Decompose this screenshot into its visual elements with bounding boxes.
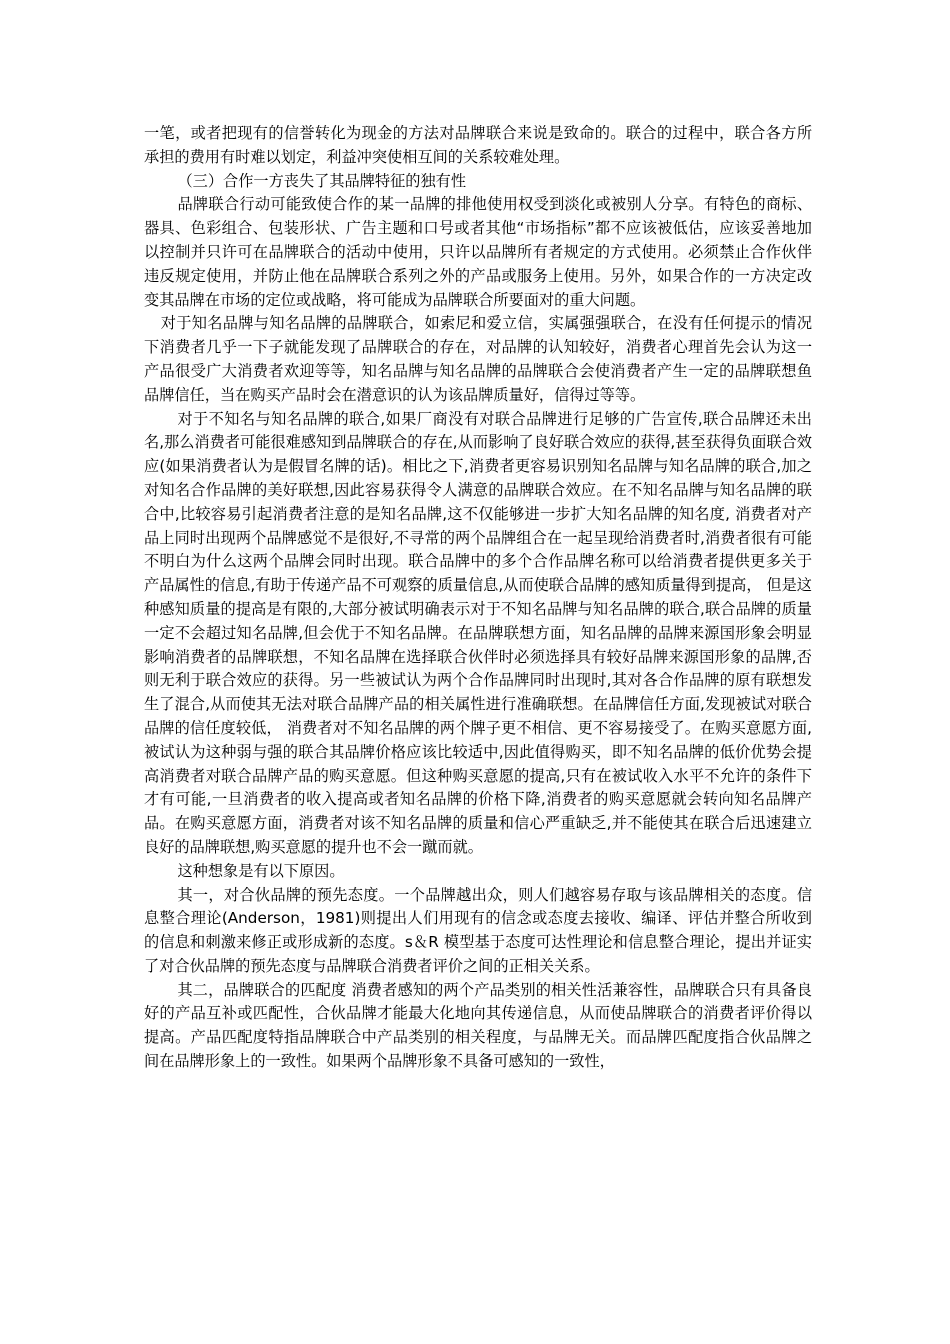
paragraph-reason-one: 其一，对合伙品牌的预先态度。一个品牌越出众，则人们越容易存取与该品牌相关的态度。信息整合理论(Anderson，1981)则提出人们用现有的信念或态度去接收、编译、评估并整合所收到的信息和刺激来修正或形成新的态度。s＆R 模型基于态度可达性理论和信息整合理论，提出并证实了对合伙品牌的预先态度与品牌联合消费者评价之间的正相关关系。	[144, 885, 812, 975]
paragraph-reasons-intro: 这种想象是有以下原因。	[177, 861, 345, 880]
paragraph-brand-exclusivity: 品牌联合行动可能致使合作的某一品牌的排他使用权受到淡化或被别人分享。有特色的商标、器具、色彩组合、包装形状、广告主题和口号或者其他“市场指标”都不应该被低估，应该妥善地加以控制并只许可在品牌联合的活动中使用，只许以品牌所有者规定的方式使用。必须禁止合作伙伴违反规定使用，并防止他在品牌联合系列之外的产品或服务上使用。另外，如果合作的一方决定改变其品牌在市场的定位或战略，将可能成为品牌联合所要面对的重大问题。	[144, 195, 812, 309]
paragraph-famous-famous: 对于知名品牌与知名品牌的品牌联合，如索尼和爱立信，实属强强联合，在没有任何提示的情况下消费者几乎一下子就能发现了品牌联合的存在，对品牌的认知较好，消费者心理首先会认为这一产品很受广大消费者欢迎等等，知名品牌与知名品牌的品牌联合会使消费者产生一定的品牌联想鱼品牌信任，当在购买产品时会在潜意识的认为该品牌质量好，信得过等等。	[144, 314, 812, 404]
section-heading: （三）合作一方丧失了其品牌特征的独有性	[177, 171, 466, 190]
paragraph-unknown-famous: 对于不知名与知名品牌的联合,如果厂商没有对联合品牌进行足够的广告宣传,联合品牌还未出名,那么消费者可能很难感知到品牌联合的存在,从而影响了良好联合效应的获得,甚至获得负面联合效应(如果消费者认为是假冒名牌的话)。相比之下,消费者更容易识别知名品牌与知名品牌的联合,加之对知名合作品牌的美好联想,因此容易获得令人满意的品牌联合效应。在不知名品牌与知名品牌的联合中,比较容易引起消费者注意的是知名品牌,这不仅能够进一步扩大知名品牌的知名度, 消费者对产品上同时出现两个品牌感觉不是很好,不寻常的两个品牌组合在一起呈现给消费者时,消费者很有可能不明白为什么这两个品牌会同时出现。联合品牌中的多个合作品牌名称可以给消费者提供更多关于产品属性的信息,有助于传递产品不可观察的质量信息,从而使联合品牌的感知质量得到提高， 但是这种感知质量的提高是有限的,大部分被试明确表示对于不知名品牌与知名品牌的联合,联合品牌的质量一定不会超过知名品牌,但会优于不知名品牌。在品牌联想方面，知名品牌的品牌来源国形象会明显影响消费者的品牌联想，不知名品牌在选择联合伙伴时必须选择具有较好品牌来源国形象的品牌,否则无利于联合效应的获得。另一些被试认为两个合作品牌同时出现时,其对各合作品牌的原有联想发生了混合,从而使其无法对联合品牌产品的相关属性进行准确联想。在品牌信任方面,发现被试对联合品牌的信任度较低， 消费者对不知名品牌的两个牌子更不相信、更不容易接受了。在购买意愿方面,被试认为这种弱与强的联合其品牌价格应该比较适中,因此值得购买，即不知名品牌的低价优势会提高消费者对联合品牌产品的购买意愿。但这种购买意愿的提高,只有在被试收入水平不允许的条件下才有可能,一旦消费者的收入提高或者知名品牌的价格下降,消费者的购买意愿就会转向知名品牌产品。在购买意愿方面，消费者对该不知名品牌的质量和信心严重缺乏,并不能使其在联合后迅速建立良好的品牌联想,购买意愿的提升也不会一蹴而就。	[144, 409, 812, 856]
paragraph-continuation: 一笔，或者把现有的信誉转化为现金的方法对品牌联合来说是致命的。联合的过程中，联合各方所承担的费用有时难以划定，利益冲突使相互间的关系较难处理。	[144, 124, 812, 166]
paragraph-reason-two: 其二，品牌联合的匹配度 消费者感知的两个产品类别的相关性活兼容性，品牌联合只有具备良好的产品互补或匹配性，合伙品牌才能最大化地向其传递信息，从而使品牌联合的消费者评价得以提高。产品匹配度特指品牌联合中产品类别的相关程度，与品牌无关。而品牌匹配度指合伙品牌之间在品牌形象上的一致性。如果两个品牌形象不具备可感知的一致性，	[144, 980, 812, 1071]
document-page	[144, 122, 812, 1074]
